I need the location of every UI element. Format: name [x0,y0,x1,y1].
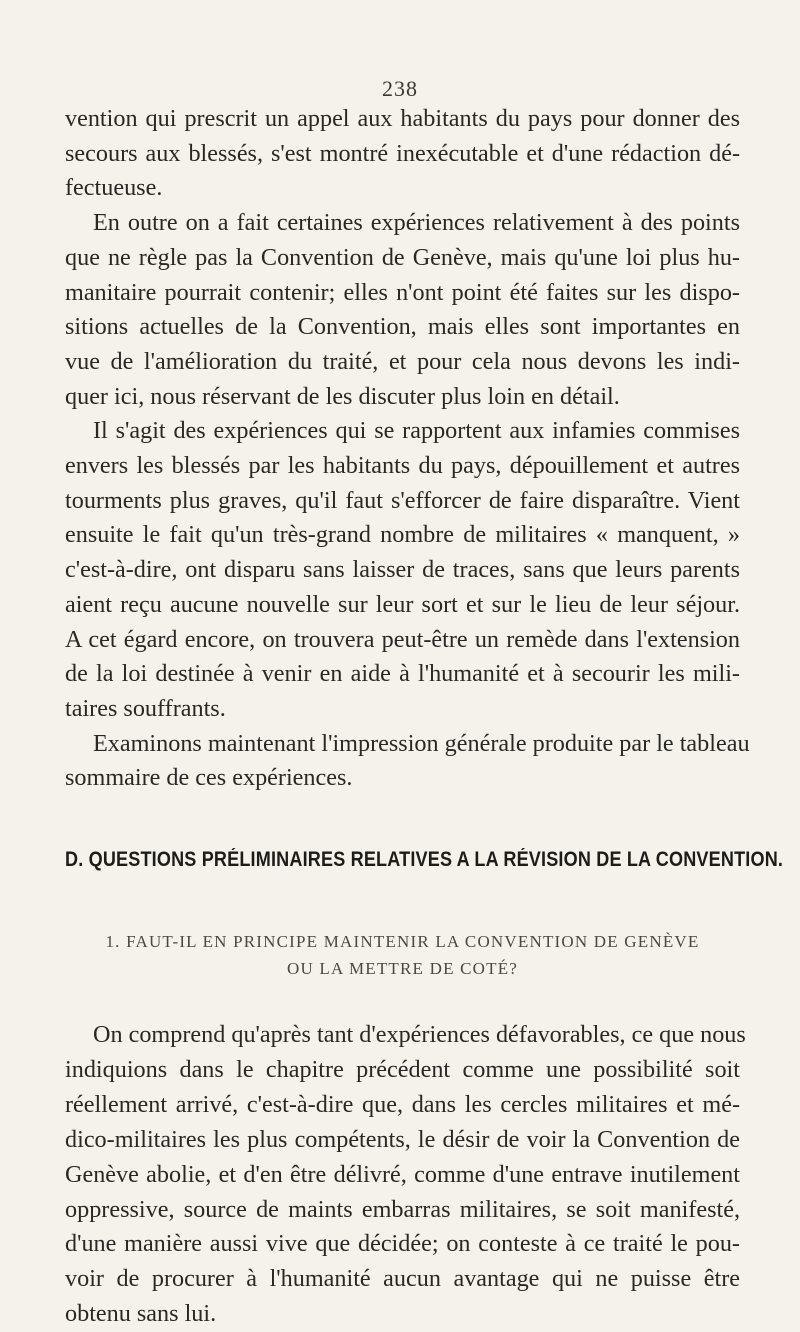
paragraph-1 [65,102,740,206]
text-line: secours aux blessés, s'est montré inexécutable et d'une rédaction dé- [65,139,740,167]
text-line: En outre on a fait certaines expériences relativement à des points [93,209,740,237]
subheading-line: OU LA METTRE DE COTÉ? [286,959,519,978]
paragraph-2 [65,206,740,414]
body-text-top [65,102,750,796]
text-line: aient reçu aucune nouvelle sur leur sort et sur le lieu de leur séjour. [65,590,740,618]
text-line: envers les blessés par les habitants du pays, dépouillement et autres [65,452,740,480]
text-line: voir de procurer à l'humanité aucun avantage qui ne puisse être [65,1265,740,1293]
text-line: oppressive, source de maints embarras militaires, se soit manifesté, [65,1195,740,1223]
text-line: taires souffrants. [65,694,226,722]
text-line: quer ici, nous réservant de les discuter plus loin en détail. [65,382,620,410]
text-line: fectueuse. [65,174,163,202]
paragraph-3 [65,414,740,726]
text-line: tourments plus graves, qu'il faut s'efforcer de faire disparaître. Vient [65,486,740,514]
text-line: que ne règle pas la Convention de Genève, mais qu'une loi plus hu- [65,243,740,271]
text-line: ensuite le fait qu'un très-grand nombre de militaires « manquent, » [65,521,740,549]
subheading-line: 1. FAUT-IL EN PRINCIPE MAINTENIR LA CONVENTION DE GENÈVE [105,932,700,951]
text-line: d'une manière aussi vive que décidée; on conteste à ce traité le pou- [65,1230,740,1258]
text-line: Il s'agit des expériences qui se rapportent aux infamies commises [93,417,740,445]
text-line: vue de l'amélioration du traité, et pour cela nous devons les indi- [65,347,740,375]
text-line: sitions actuelles de la Convention, mais elles sont importantes en [65,313,740,341]
text-line: de la loi destinée à venir en aide à l'humanité et à secourir les mili- [65,660,740,688]
section-heading: D. QUESTIONS PRÉLIMINAIRES RELATIVES A LA RÉVISION DE LA CONVENTION. [65,848,784,871]
subheading [65,928,740,982]
paragraph-5 [65,1018,746,1332]
text-line: On comprend qu'après tant d'expériences défavorables, ce que nous [93,1021,746,1048]
text-line: obtenu sans lui. [65,1300,217,1328]
text-line: dico-militaires les plus compétents, le désir de voir la Convention de [65,1125,740,1153]
text-line: Examinons maintenant l'impression générale produite par le tableau [93,729,750,757]
text-line: c'est-à-dire, ont disparu sans laisser de traces, sans que leurs parents [65,556,740,584]
body-text-bottom [65,1018,746,1332]
paragraph-4 [65,727,750,796]
text-line: réellement arrivé, c'est-à-dire que, dans les cercles militaires et mé- [65,1090,740,1118]
text-line: indiquions dans le chapitre précédent comme une possibilité soit [65,1055,740,1083]
text-line: Genève abolie, et d'en être délivré, comme d'une entrave inutilement [65,1160,740,1188]
page-number: 238 [382,76,418,101]
text-line: A cet égard encore, on trouvera peut-être un remède dans l'extension [65,625,740,653]
text-line: manitaire pourrait contenir; elles n'ont point été faites sur les dispo- [65,278,740,306]
text-line: sommaire de ces expériences. [65,764,353,792]
text-line: vention qui prescrit un appel aux habitants du pays pour donner des [65,105,740,132]
